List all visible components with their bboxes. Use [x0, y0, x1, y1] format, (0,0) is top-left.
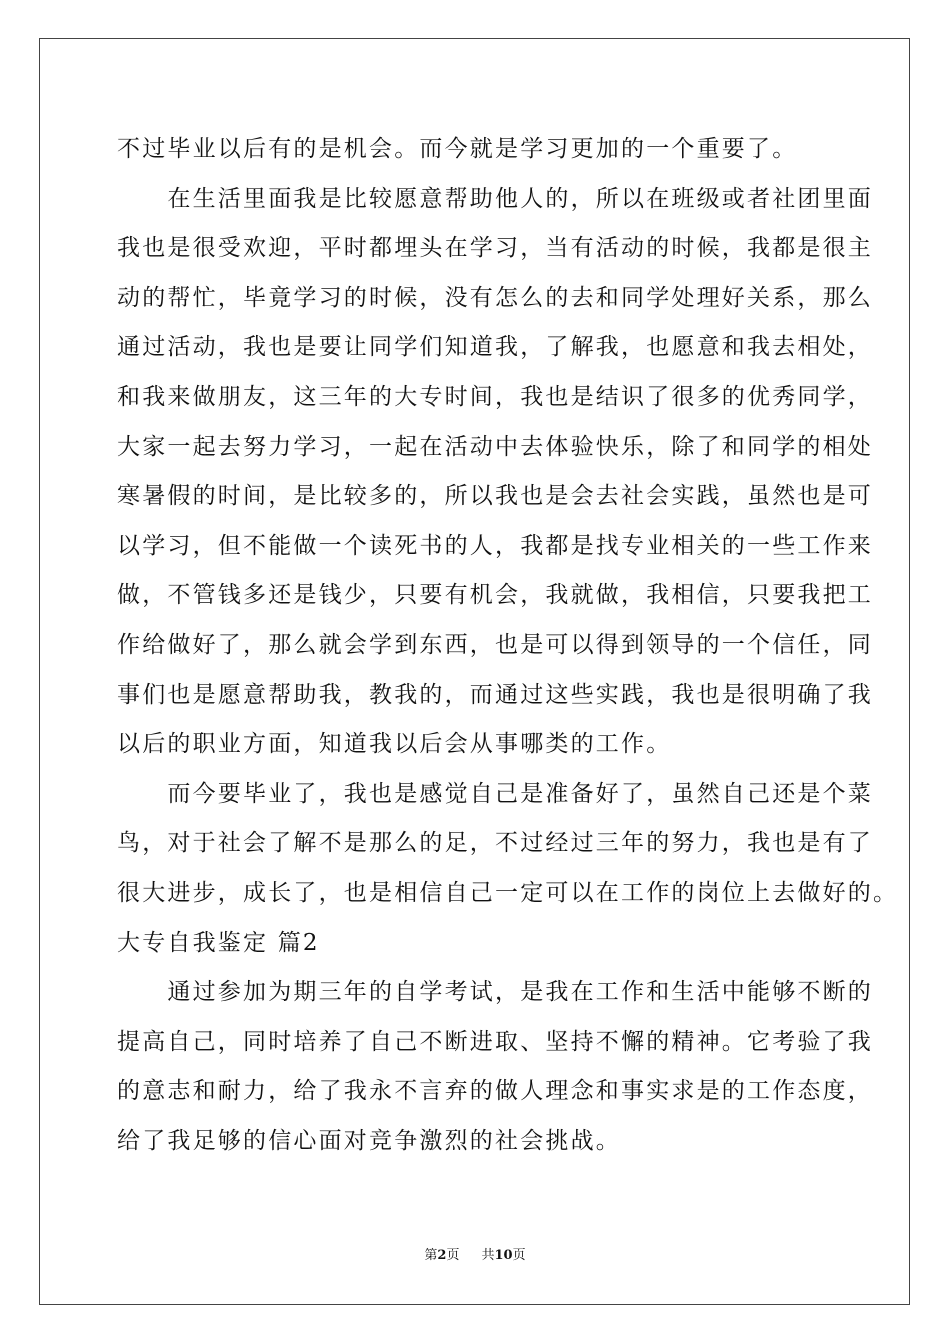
- section-heading: 大专自我鉴定 篇2: [117, 929, 320, 956]
- page-suffix: 页: [446, 1248, 460, 1263]
- text-line: 提高自己，同时培养了自己不断进取、坚持不懈的精神。它考验了我: [117, 1028, 873, 1055]
- text-line: 给了我足够的信心面对竞争激烈的社会挑战。: [117, 1127, 621, 1154]
- page-prefix: 第: [424, 1248, 438, 1263]
- text-line: 通过活动，我也是要让同学们知道我，了解我，也愿意和我去相处，: [117, 334, 873, 361]
- total-pages: 10: [494, 1248, 513, 1263]
- page-footer: [0, 1246, 950, 1266]
- text-line: 很大进步，成长了，也是相信自己一定可以在工作的岗位上去做好的。: [117, 879, 899, 906]
- text-line: 寒暑假的时间，是比较多的，所以我也是会去社会实践，虽然也是可: [117, 483, 873, 510]
- text-line: 以后的职业方面，知道我以后会从事哪类的工作。: [117, 731, 672, 758]
- text-line: 事们也是愿意帮助我，教我的，而通过这些实践，我也是很明确了我: [117, 681, 873, 708]
- text-line: 大家一起去努力学习，一起在活动中去体验快乐，除了和同学的相处: [117, 433, 873, 460]
- total-suffix: 页: [512, 1248, 526, 1263]
- paragraph-start-line: 在生活里面我是比较愿意帮助他人的，所以在班级或者社团里面: [117, 185, 873, 212]
- text-line: 以学习，但不能做一个读死书的人，我都是找专业相关的一些工作来: [117, 532, 873, 559]
- text-line: 做，不管钱多还是钱少，只要有机会，我就做，我相信，只要我把工: [117, 582, 873, 609]
- paragraph-start-line: 而今要毕业了，我也是感觉自己是准备好了，虽然自己还是个菜: [117, 780, 873, 807]
- text-line: 不过毕业以后有的是机会。而今就是学习更加的一个重要了。: [117, 136, 798, 162]
- text-line: 我也是很受欢迎，平时都埋头在学习，当有活动的时候，我都是很主: [117, 235, 873, 262]
- text-line: 作给做好了，那么就会学到东西，也是可以得到领导的一个信任，同: [117, 631, 873, 658]
- text-line: 动的帮忙，毕竟学习的时候，没有怎么的去和同学处理好关系，那么: [117, 284, 873, 311]
- text-line: 鸟，对于社会了解不是那么的足，不过经过三年的努力，我也是有了: [117, 830, 873, 857]
- page-number: 2: [437, 1248, 447, 1263]
- total-prefix: 共: [481, 1248, 495, 1263]
- document-body: [117, 125, 899, 1166]
- paragraph-start-line: 通过参加为期三年的自学考试，是我在工作和生活中能够不断的: [117, 979, 873, 1006]
- text-line: 和我来做朋友，这三年的大专时间，我也是结识了很多的优秀同学，: [117, 383, 873, 410]
- text-line: 的意志和耐力，给了我永不言弃的做人理念和事实求是的工作态度，: [117, 1078, 873, 1105]
